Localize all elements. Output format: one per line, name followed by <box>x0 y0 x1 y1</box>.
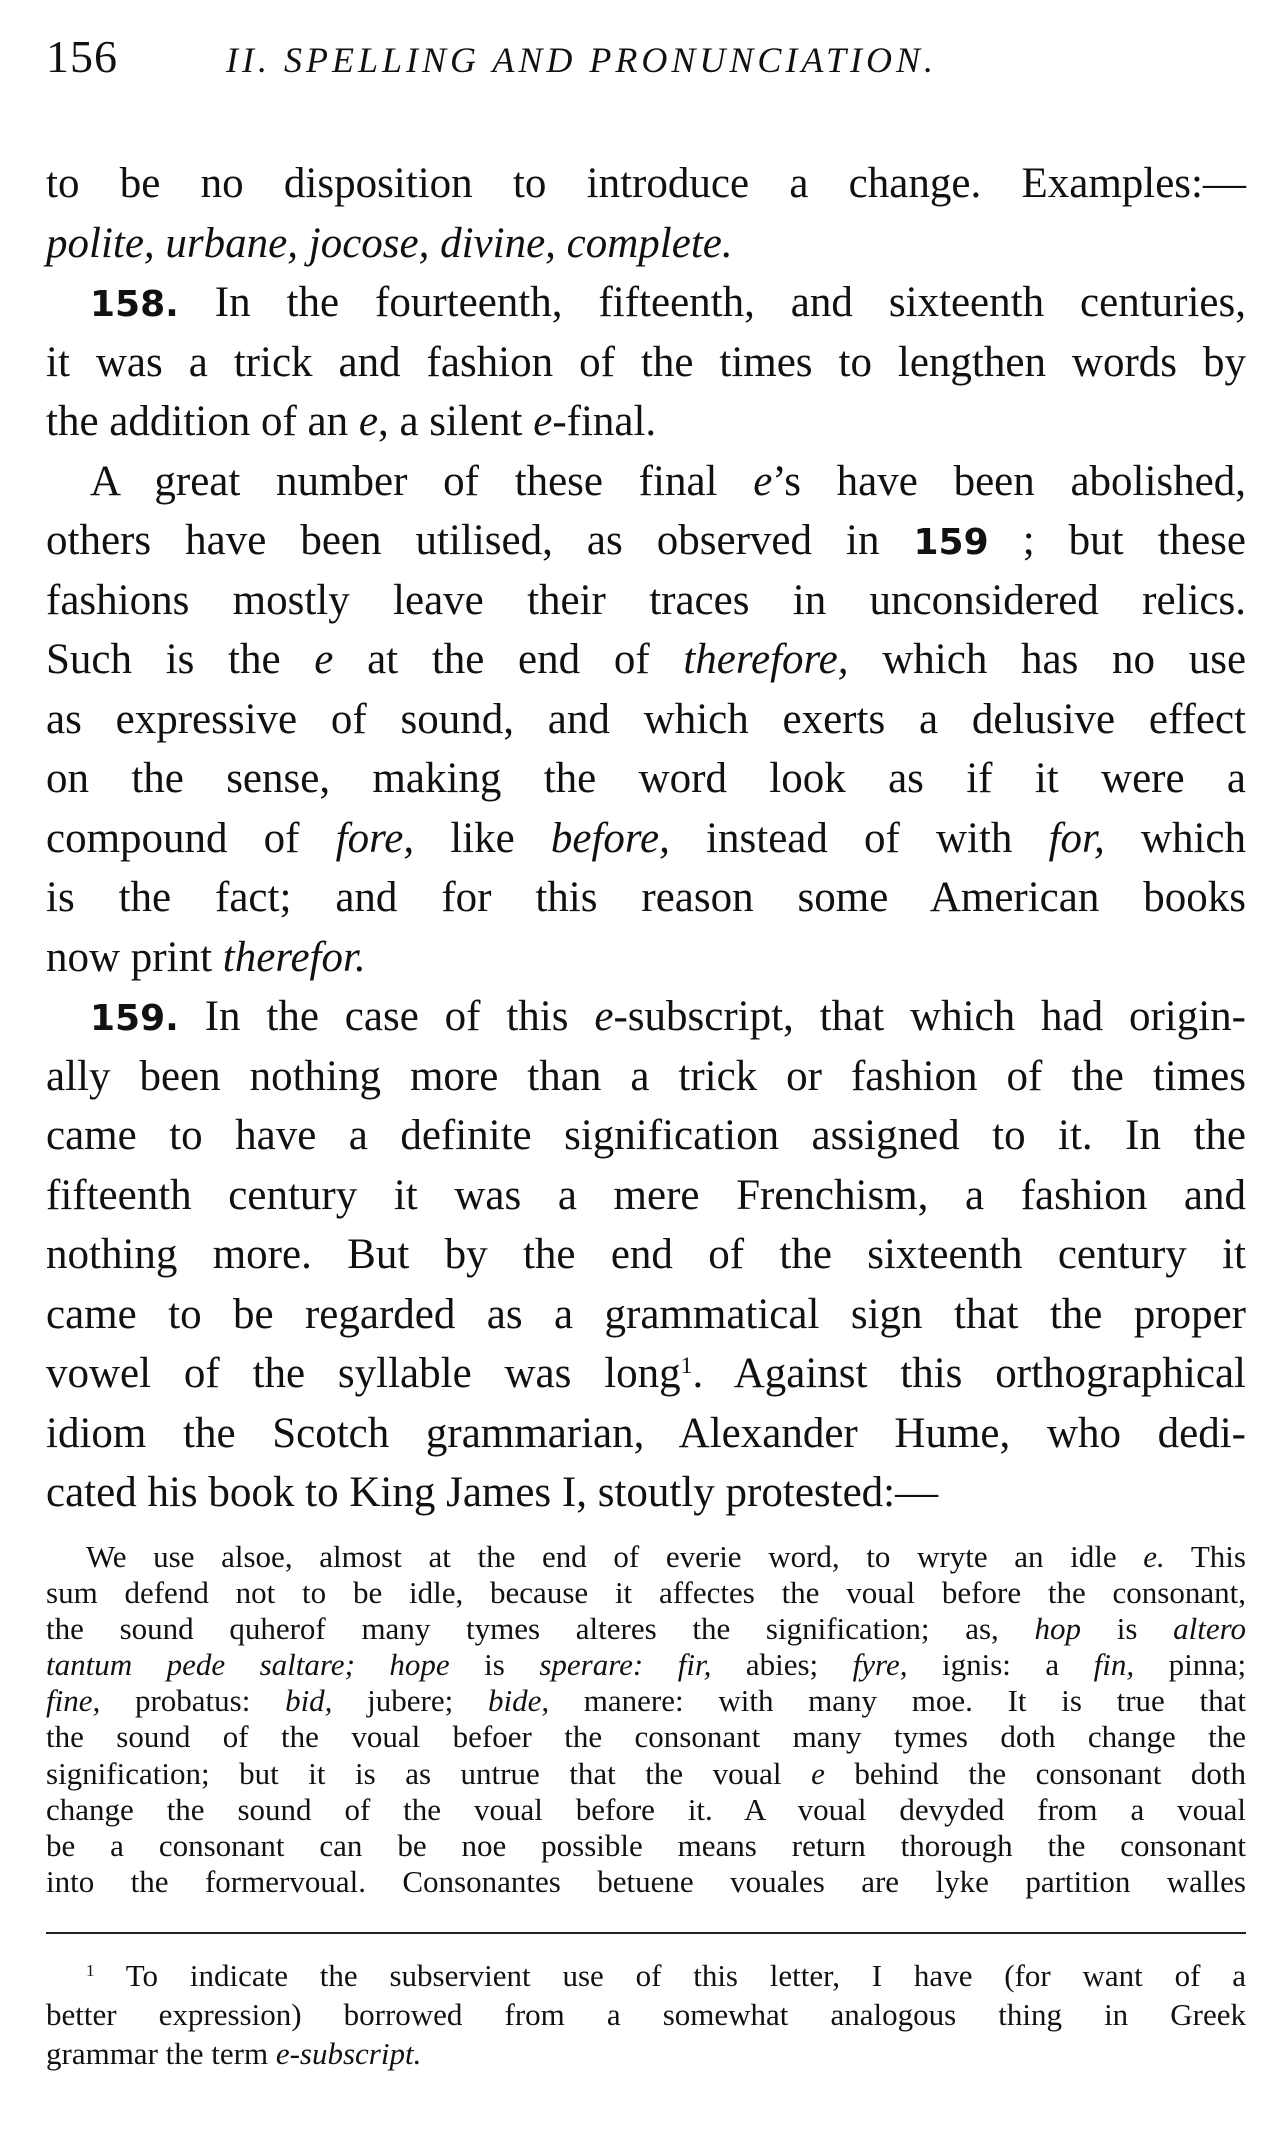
quote-line: into the formervoual. Consonantes betuene vouales are lyke partition walles <box>46 1864 1246 1900</box>
section-reference-159: 159 <box>913 522 989 563</box>
quote-line: change the sound of the voual before it. A voual devyded from a voual <box>46 1791 1246 1827</box>
text-line: compound of fore, like before, instead of with for, which <box>46 814 1247 862</box>
text-line: it was a trick and fashion of the times to lengthen words by <box>46 338 1246 386</box>
text-line: Such is the e at the end of therefore, which has no use <box>46 636 1247 683</box>
quote-line: signification; but it is as untrue that the voual e behind the consonant doth <box>46 1755 1246 1791</box>
examples-line: polite, urbane, jocose, divine, complete. <box>46 219 733 267</box>
text-line: fashions mostly leave their traces in unconsidered relics. <box>46 576 1246 624</box>
text-line: on the sense, making the word look as if it were a <box>46 755 1246 802</box>
text-line: others have been utilised, as observed in 159 ; but these <box>46 517 1246 564</box>
running-head <box>46 30 1246 102</box>
quote-line: be a consonant can be noe possible means return thorough the consonant <box>46 1828 1246 1863</box>
quote-line: We use alsoe, almost at the end of everie word, to wryte an idle e. This <box>86 1538 1246 1574</box>
section-number-159: 159. <box>90 998 179 1039</box>
footnote-reference: 1 <box>680 1352 693 1379</box>
quote-line: fine, probatus: bid, jubere; bide, manere: with many moe. It is true that <box>46 1683 1247 1719</box>
text-line: the addition of an e, a silent e-final. <box>46 398 657 445</box>
main-text <box>46 154 1246 1523</box>
quote-line: the sound of the voual befoer the consonant many tymes doth change the <box>46 1719 1246 1755</box>
text-line: ally been nothing more than a trick or fashion of the times <box>46 1052 1246 1100</box>
footnote-divider <box>46 1932 1246 1934</box>
footnote-line: better expression) borrowed from a somewhat analogous thing in Greek <box>46 1997 1246 2033</box>
section-number-158: 158. <box>90 284 179 325</box>
book-page <box>46 30 1246 2073</box>
text-line: nothing more. But by the end of the sixteenth century it <box>46 1231 1246 1278</box>
text-line: cated his book to King James I, stoutly protested:— <box>46 1469 939 1516</box>
footnote <box>46 1956 1246 2073</box>
text-line: vowel of the syllable was long$^1$. Against this orthographical <box>46 1350 1246 1397</box>
quote-line: sum defend not to be idle, because it affectes the voual before the consonant, <box>46 1574 1246 1610</box>
footnote-line: $^1$ To indicate the subservient use of this letter, I have (for want of a <box>86 1958 1246 1994</box>
text-line: as expressive of sound, and which exerts a delusive effect <box>46 695 1246 743</box>
text-line: came to have a definite signification assigned to it. In the <box>46 1112 1246 1159</box>
footnote-marker: 1 <box>86 1961 95 1981</box>
text-line: came to be regarded as a grammatical sign that the proper <box>46 1290 1246 1338</box>
quote-line: tantum pede saltare; hope is sperare: fir, abies; fyre, ignis: a fin, pinna; <box>46 1647 1247 1683</box>
paragraph-158-line: 158. In the fourteenth, fifteenth, and sixteenth centuries, <box>90 279 1246 326</box>
page-number: 156 <box>46 31 118 82</box>
text-line: A great number of these final e’s have been abolished, <box>90 457 1246 505</box>
footnote-line: grammar the term e-subscript. <box>46 2036 422 2072</box>
paragraph-159-line: 159. In the case of this e-subscript, that which had origin- <box>90 993 1246 1040</box>
text-line: fifteenth century it was a mere Frenchism, a fashion and <box>46 1171 1246 1219</box>
text-line: is the fact; and for this reason some American books <box>46 874 1246 921</box>
text-line: to be no disposition to introduce a change. Examples:— <box>46 160 1246 207</box>
text-line: now print therefor. <box>46 933 366 981</box>
block-quote <box>46 1539 1246 1901</box>
quote-line: the sound quherof many tymes alteres the signification; as, hop is altero <box>46 1610 1246 1646</box>
text-line: idiom the Scotch grammarian, Alexander Hume, who dedi- <box>46 1409 1246 1457</box>
running-title: II. SPELLING AND PRONUNCIATION. <box>226 40 938 80</box>
